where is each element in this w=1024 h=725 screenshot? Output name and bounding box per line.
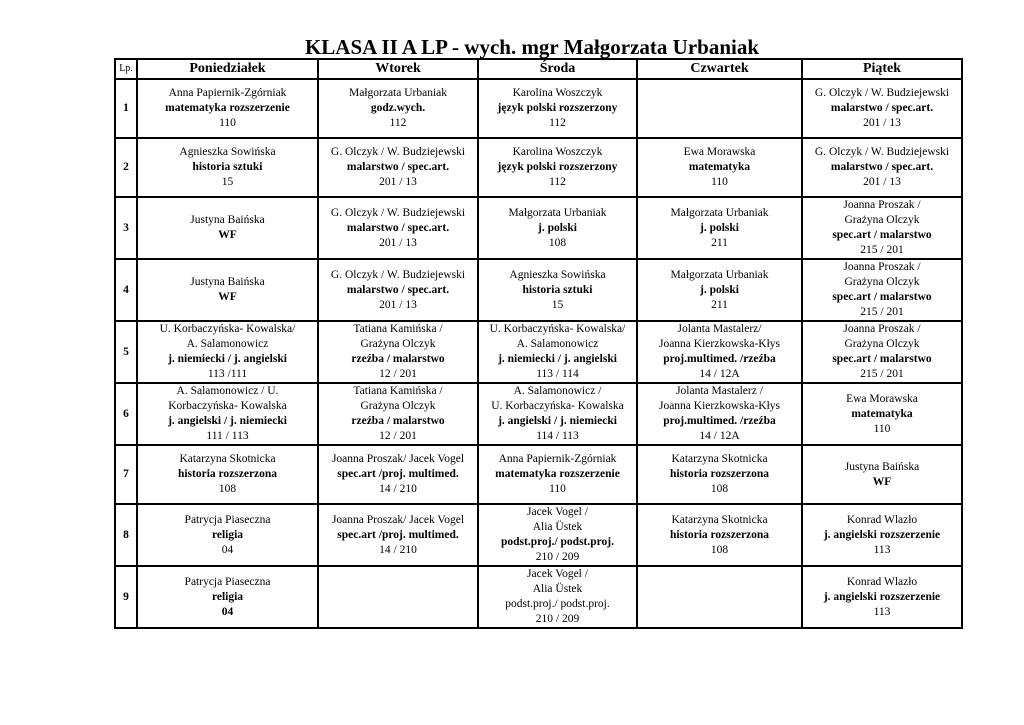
cell-text: 215 / 201 (860, 306, 904, 318)
lesson-cell-wednesday (478, 383, 637, 445)
lesson-cell-monday (137, 383, 318, 445)
header-friday: Piątek (802, 59, 962, 79)
cell-text: 110 (549, 483, 566, 495)
cell-text: 12 / 201 (379, 368, 417, 380)
lesson-cell-tuesday (318, 138, 478, 197)
subject-text: j. angielski rozszerzenie (823, 528, 941, 541)
subject-text: proj.multimed. /rzeźba (663, 415, 776, 427)
subject-text: WF (218, 291, 237, 303)
lesson-number: 7 (115, 445, 137, 504)
subject-text: spec.art / malarstwo (832, 291, 932, 303)
cell-text: 201 / 13 (863, 176, 901, 188)
cell-text: 201 / 13 (863, 117, 901, 129)
cell-text: Katarzyna Skotnicka (671, 513, 768, 526)
cell-text: Małgorzata Urbaniak (508, 206, 607, 219)
cell-text: 211 (711, 236, 728, 249)
cell-text: 04 (221, 543, 234, 556)
cell-text: 108 (710, 483, 729, 495)
lesson-cell-wednesday (478, 566, 637, 628)
subject-text: rzeźba / malarstwo (351, 415, 445, 427)
lesson-cell-wednesday (478, 445, 637, 504)
cell-text: 108 (710, 543, 729, 556)
lesson-cell-thursday (637, 445, 802, 504)
subject-text: j. angielski rozszerzenie (823, 590, 941, 603)
cell-text: Karolina Woszczyk (512, 87, 603, 99)
cell-text: Joanna Proszak / (843, 261, 921, 273)
cell-text: Małgorzata Urbaniak (670, 206, 769, 219)
subject-text: język polski rozszerzony (497, 161, 618, 173)
header-lp: Lp. (115, 59, 137, 79)
cell-text: A. Salamonowicz / U. (176, 385, 279, 397)
lesson-cell-tuesday (318, 259, 478, 321)
cell-text: 110 (219, 117, 236, 129)
lesson-cell-wednesday (478, 259, 637, 321)
lesson-cell-tuesday (318, 504, 478, 566)
cell-text: 215 / 201 (860, 244, 904, 256)
table-row (115, 197, 962, 259)
table-row (115, 138, 962, 197)
subject-text: podst.proj./ podst.proj. (500, 536, 614, 548)
subject-text: historia rozszerzona (669, 468, 770, 480)
table-row (115, 566, 962, 628)
lesson-number: 9 (115, 566, 137, 628)
cell-text: Joanna Proszak / (843, 199, 921, 211)
subject-text: j. polski (538, 221, 577, 234)
cell-text: 114 / 113 (536, 430, 579, 442)
subject-text: spec.art / malarstwo (832, 229, 932, 241)
subject-text: proj.multimed. /rzeźba (663, 353, 776, 365)
cell-text: U. Korbaczyńska- Kowalska/ (489, 323, 626, 335)
cell-text: 15 (551, 298, 564, 311)
lesson-cell-monday (137, 138, 318, 197)
lesson-cell-tuesday (318, 566, 478, 628)
subject-text: matematyka rozszerzenie (495, 468, 620, 480)
cell-text: G. Olczyk / W. Budziejewski (330, 146, 466, 158)
lesson-cell-monday (137, 566, 318, 628)
cell-text: 112 (389, 117, 407, 129)
subject-text: WF (872, 475, 892, 488)
page-title: KLASA II A LP - wych. mgr Małgorzata Urbaniak (304, 35, 760, 59)
cell-text: Alia Üstek (532, 521, 583, 533)
lesson-cell-tuesday (318, 321, 478, 383)
cell-text: G. Olczyk / W. Budziejewski (330, 268, 466, 281)
subject-text: WF (218, 229, 237, 241)
cell-text: Ewa Morawska (846, 392, 918, 405)
subject-text: godz.wych. (370, 102, 426, 114)
lesson-cell-monday (137, 197, 318, 259)
lesson-number: 2 (115, 138, 137, 197)
subject-text: j. niemiecki / j. angielski (168, 353, 287, 365)
subject-text: j. polski (700, 283, 739, 296)
subject-text: malarstwo / spec.art. (346, 283, 450, 296)
cell-text: Joanna Kierzkowska-Kłys (658, 338, 781, 350)
cell-text: G. Olczyk / W. Budziejewski (814, 87, 950, 99)
cell-text: Grażyna Olczyk (844, 276, 920, 288)
lesson-cell-wednesday (478, 79, 637, 138)
cell-text: Grażyna Olczyk (844, 338, 920, 350)
cell-text: Alia Üstek (532, 583, 583, 595)
cell-text: Anna Papiernik-Zgórniak (498, 453, 617, 465)
cell-text: 215 / 201 (860, 368, 904, 380)
cell-text: Jolanta Mastalerz/ (677, 323, 762, 335)
cell-text: Jacek Vogel / (527, 568, 588, 580)
cell-text: 111 / 113 (206, 430, 249, 442)
cell-text: 112 (549, 117, 566, 129)
subject-text: rzeźba / malarstwo (351, 353, 445, 365)
cell-text: U. Korbaczyńska- Kowalska/ (159, 323, 296, 335)
cell-text: Patrycja Piaseczna (184, 513, 271, 526)
lesson-number: 5 (115, 321, 137, 383)
lesson-cell-monday (137, 321, 318, 383)
table-row (115, 79, 962, 138)
subject-text: spec.art /proj. multimed. (337, 528, 459, 541)
cell-text: 113 (873, 605, 891, 618)
lesson-cell-monday (137, 445, 318, 504)
lesson-cell-wednesday (478, 197, 637, 259)
cell-text: 108 (548, 236, 567, 249)
subject-text: spec.art / malarstwo (832, 353, 932, 365)
cell-text: Joanna Proszak/ Jacek Vogel (331, 453, 465, 465)
cell-text: A. Salamonowicz / (513, 385, 602, 397)
header-row (115, 59, 962, 79)
table-row (115, 504, 962, 566)
schedule-table (114, 58, 963, 629)
subject-text: j. angielski / j. niemiecki (168, 415, 287, 427)
schedule-body (115, 79, 962, 628)
table-row (115, 321, 962, 383)
lesson-cell-friday (802, 138, 962, 197)
cell-text: 211 (711, 298, 728, 311)
lesson-cell-tuesday (318, 383, 478, 445)
cell-text: A. Salamonowicz (516, 338, 599, 350)
subject-text: malarstwo / spec.art. (830, 161, 934, 173)
cell-text: Justyna Baińska (190, 276, 265, 288)
header-tuesday: Wtorek (318, 59, 478, 79)
table-row (115, 383, 962, 445)
cell-text: 110 (873, 422, 891, 435)
lesson-cell-thursday (637, 383, 802, 445)
cell-text: 113 /111 (207, 368, 248, 380)
table-row (115, 445, 962, 504)
subject-text: język polski rozszerzony (497, 102, 618, 114)
cell-text: Justyna Baińska (844, 460, 920, 473)
subject-text: malarstwo / spec.art. (830, 102, 934, 114)
cell-text: Konrad Wlazło (846, 513, 918, 526)
cell-text: Ewa Morawska (683, 146, 756, 158)
cell-text: Jolanta Mastalerz / (676, 385, 763, 397)
cell-text: Grażyna Olczyk (844, 214, 920, 226)
cell-text: U. Korbaczyńska- Kowalska (491, 400, 624, 412)
subject-text: malarstwo / spec.art. (346, 221, 450, 234)
lesson-cell-friday (802, 197, 962, 259)
cell-text: 12 / 201 (379, 430, 417, 442)
cell-text: Agnieszka Sowińska (179, 146, 276, 158)
cell-text: Joanna Proszak/ Jacek Vogel (331, 513, 465, 526)
lesson-cell-thursday (637, 504, 802, 566)
lesson-cell-thursday (637, 197, 802, 259)
cell-text: Joanna Kierzkowska-Kłys (658, 400, 781, 412)
subject-text: matematyka (851, 407, 913, 420)
subject-text: historia rozszerzona (669, 528, 770, 541)
cell-text: Anna Papiernik-Zgórniak (168, 87, 287, 99)
lesson-number: 1 (115, 79, 137, 138)
lesson-cell-thursday (637, 321, 802, 383)
cell-text: Małgorzata Urbaniak (670, 268, 769, 281)
cell-text: 113 (873, 543, 891, 556)
cell-text: Karolina Woszczyk (512, 146, 603, 158)
cell-text: podst.proj./ podst.proj. (505, 598, 610, 610)
lesson-cell-wednesday (478, 504, 637, 566)
cell-text: Patrycja Piaseczna (184, 575, 271, 588)
cell-text: 201 / 13 (379, 176, 417, 188)
subject-text: matematyka (688, 161, 751, 173)
cell-text: Tatiana Kamińska / (353, 385, 443, 397)
lesson-cell-friday (802, 321, 962, 383)
lesson-number: 6 (115, 383, 137, 445)
cell-text: Jacek Vogel / (527, 506, 588, 518)
cell-text: Katarzyna Skotnicka (179, 453, 276, 465)
subject-text: j. niemiecki / j. angielski (498, 353, 617, 365)
table-row (115, 259, 962, 321)
cell-text: Tatiana Kamińska / (353, 323, 443, 335)
lesson-cell-friday (802, 383, 962, 445)
subject-text: historia rozszerzona (177, 468, 278, 480)
lesson-cell-tuesday (318, 197, 478, 259)
cell-text: 113 / 114 (536, 368, 579, 380)
cell-text: Grażyna Olczyk (360, 400, 436, 412)
lesson-number: 4 (115, 259, 137, 321)
lesson-cell-friday (802, 566, 962, 628)
cell-text: 210 / 209 (535, 613, 580, 625)
cell-text: G. Olczyk / W. Budziejewski (814, 146, 950, 158)
cell-text: G. Olczyk / W. Budziejewski (330, 206, 466, 219)
cell-text: Konrad Wlazło (846, 575, 918, 588)
lesson-cell-thursday (637, 566, 802, 628)
lesson-cell-friday (802, 504, 962, 566)
lesson-cell-tuesday (318, 445, 478, 504)
subject-text: malarstwo / spec.art. (346, 161, 450, 173)
lesson-cell-wednesday (478, 321, 637, 383)
cell-text: 210 / 209 (535, 551, 580, 563)
subject-text: 04 (221, 605, 234, 618)
header-thursday: Czwartek (637, 59, 802, 79)
subject-text: spec.art /proj. multimed. (337, 468, 459, 480)
cell-text: Justyna Baińska (190, 214, 265, 226)
lesson-cell-thursday (637, 79, 802, 138)
subject-text: historia sztuki (192, 161, 263, 173)
cell-text: 108 (218, 483, 237, 495)
cell-text: 14 / 12A (699, 430, 740, 442)
cell-text: 110 (711, 176, 728, 188)
cell-text: 201 / 13 (379, 236, 417, 249)
lesson-number: 8 (115, 504, 137, 566)
subject-text: religia (211, 528, 244, 541)
cell-text: A. Salamonowicz (186, 338, 269, 350)
lesson-cell-friday (802, 79, 962, 138)
subject-text: j. polski (700, 221, 739, 234)
cell-text: Małgorzata Urbaniak (348, 87, 448, 99)
subject-text: matematyka rozszerzenie (165, 102, 290, 114)
lesson-cell-monday (137, 79, 318, 138)
cell-text: 14 / 210 (379, 483, 417, 495)
lesson-cell-friday (802, 259, 962, 321)
lesson-cell-wednesday (478, 138, 637, 197)
subject-text: historia sztuki (522, 283, 593, 296)
cell-text: Agnieszka Sowińska (509, 268, 606, 281)
cell-text: 14 / 12A (699, 368, 740, 380)
cell-text: Korbaczyńska- Kowalska (168, 400, 287, 412)
lesson-cell-friday (802, 445, 962, 504)
cell-text: 15 (221, 176, 234, 188)
lesson-cell-monday (137, 259, 318, 321)
lesson-number: 3 (115, 197, 137, 259)
cell-text: Grażyna Olczyk (360, 338, 436, 350)
subject-text: religia (211, 590, 244, 603)
subject-text: j. angielski / j. niemiecki (498, 415, 617, 427)
cell-text: Joanna Proszak / (843, 323, 921, 335)
cell-text: Katarzyna Skotnicka (671, 453, 768, 465)
lesson-cell-tuesday (318, 79, 478, 138)
cell-text: 14 / 210 (379, 543, 417, 556)
lesson-cell-thursday (637, 259, 802, 321)
lesson-cell-monday (137, 504, 318, 566)
cell-text: 112 (549, 176, 566, 188)
lesson-cell-thursday (637, 138, 802, 197)
header-monday: Poniedziałek (137, 59, 318, 79)
cell-text: 201 / 13 (379, 298, 417, 311)
header-wednesday: Środa (478, 59, 637, 79)
